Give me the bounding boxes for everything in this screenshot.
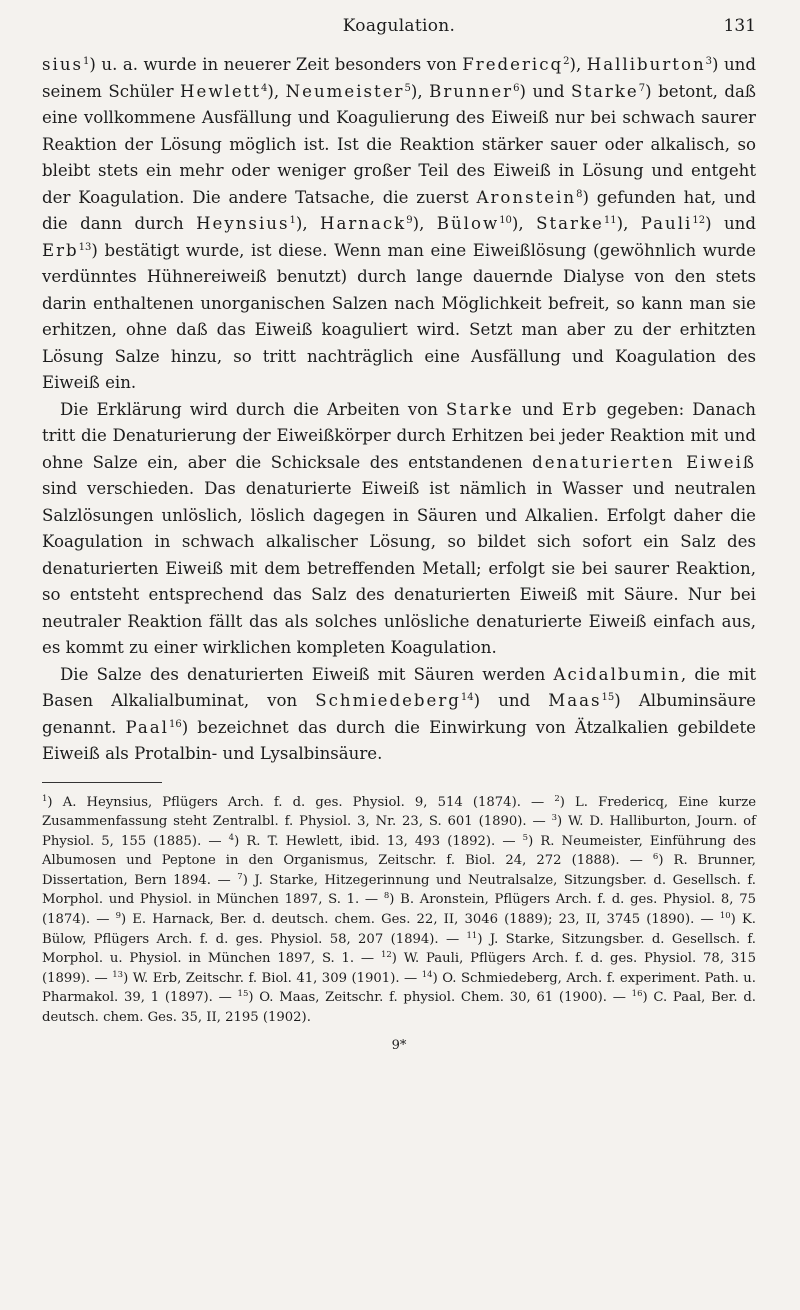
text-run: ,: [518, 214, 537, 233]
footnote-ref: 11: [603, 215, 617, 226]
text-run: u. a. wurde in neuerer Zeit besonders von: [95, 55, 463, 74]
text-run: ,: [419, 214, 437, 233]
footnote-text: W. Pauli, Pflügers Arch. f. d. ges. Physiol. 78, 315 (1899). —: [42, 951, 757, 986]
footnote: $^{14}$) O. Schmiedeberg, Arch. f. experiment. Path. u. Pharmakol. 39, 1 (1897). —: [42, 969, 756, 1006]
footnote-number: 1: [42, 793, 48, 804]
footnote: $^{16}$) C. Paal, Ber. d. deutsch. chem. Ges. 35, II, 2195 (1902).: [42, 989, 756, 1026]
footnote-number: 5: [522, 832, 529, 843]
footnote-text: W. D. Halliburton, Journ. of Physiol. 5, 155 (1885). —: [42, 814, 756, 849]
footnote-ref: 9: [406, 215, 413, 226]
footnote: $^3$) W. D. Halliburton, Journ. of Physiol. 5, 155 (1885). —: [42, 813, 756, 849]
text-run: sind verschieden. Das denaturierte Eiweiß ist nämlich in Wasser und neutralen Salzlösungen unlöslich, löslich dagegen in Säuren und Alkalien. Erfolgt daher die Koagulation in schwach alkalischer Lösung, so bildet sich sofort ein Salz des denaturierten Eiweiß mit dem betreffenden Metall; erfolgt sie bei saurer Reaktion, so entsteht entsprechend das Salz des denaturierten Eiweiß mit Säure. Nur bei neutraler Reaktion fällt das als solches unlösliche denaturierte Eiweiß einfach aus, es kommt zu einer wirklichen kompleten Koagulation.: [42, 479, 756, 657]
author-name: Fredericq: [462, 55, 564, 74]
text-run: Albuminsäure genannt.: [42, 691, 756, 737]
text-run: bestätigt wurde, ist diese. Wenn man eine Eiweißlösung (gewöhnlich wurde verdünntes Hühnereiweiß benutzt) durch lange dauernde Dialyse von den stets darin enthaltenen unorganischen Salzen nach Möglichkeit befreit, so kann man sie erhitzen, ohne daß das Eiweiß koaguliert wird. Setzt man aber zu der erhitzten Lösung Salze hinzu, so tritt nachträglich eine Ausfällung und Koagulation des Eiweiß ein.: [42, 240, 756, 392]
text-run: ,: [576, 55, 587, 74]
footnote-number: 11: [466, 930, 478, 941]
paragraph-1: sius$^1$) u. a. wurde in neuerer Zeit besonders von Fredericq$^2$), Halliburton$^3$) und seinem Schüler Hewlett$^4$), Neumeister$^5$), Brunner$^6$) und Starke$^7$) betont, daß eine vollkommene Ausfällung und Koagulierung des Eiweiß nur bei schwach saurer Reaktion der Lösung möglich ist. Ist die Reaktion stärker sauer oder alkalisch, so bleibt stets ein mehr oder weniger großer Teil des Eiweiß in Lösung und entgeht der Koagulation. Die andere Tatsache, die zuerst Aronstein$^8$) gefunden hat, und die dann durch Heynsius$^1$), Harnack$^9$), Bülow$^{10}$), Starke$^{11}$), Pauli$^{12}$) und Erb$^{13}$) bestätigt wurde, ist diese. Wenn man eine Eiweißlösung (gewöhnlich wurde verdünntes Hühnereiweiß benutzt) durch lange dauernde Dialyse von den stets darin enthaltenen unorganischen Salzen nach Möglichkeit befreit, so kann man sie erhitzen, ohne daß das Eiweiß koaguliert wird. Setzt man aber zu der erhitzten Lösung Salze hinzu, so tritt nachträglich eine Ausfällung und Koagulation des Eiweiß ein.: [42, 55, 757, 392]
footnote-text: R. T. Hewlett, ibid. 13, 493 (1892). —: [246, 833, 516, 849]
footnote-number: 10: [719, 911, 731, 922]
author-name: Bülow: [436, 214, 500, 233]
author-name: Paal: [125, 717, 169, 737]
author-name: Starke: [571, 81, 639, 101]
author-name: Halliburton: [586, 55, 706, 74]
footnote: $^7$) J. Starke, Hitzegerinnung und Neutralsalze, Sitzungsber. d. Gesellsch. f. Morphol. und Physiol. in München 1897, S. 1. —: [42, 871, 756, 908]
text-run: , die mit Basen Alkalialbuminat, von: [42, 664, 756, 710]
text-run: und: [480, 691, 549, 710]
footnote: $^{15}$) O. Maas, Zeitschr. f. physiol. Chem. 30, 61 (1900). —: [237, 989, 626, 1006]
footnote-ref: 5: [404, 82, 411, 94]
author-name: Erb: [42, 240, 79, 260]
footnote-number: 12: [380, 950, 392, 961]
text-run: gegeben: Danach tritt die Denaturierung der Eiweißkörper durch Erhitzen bei jeder Reaktion mit und ohne Salze ein, aber die Schicksale des entstandenen: [42, 399, 756, 472]
footnote: $^8$) B. Aronstein, Pflügers Arch. f. d. ges. Physiol. 8, 75 (1874). —: [42, 891, 756, 928]
footnote-number: 3: [551, 813, 557, 824]
footnote-number: 9: [115, 911, 121, 922]
footnote-text: A. Heynsius, Pflügers Arch. f. d. ges. Physiol. 9, 514 (1874). —: [62, 794, 545, 810]
footnote-ref: 12: [692, 215, 706, 226]
footnote-number: 8: [383, 891, 390, 902]
author-name: Starke: [536, 214, 604, 233]
footnote: $^{12}$) W. Pauli, Pflügers Arch. f. d. ges. Physiol. 78, 315 (1899). —: [42, 950, 757, 986]
body-text: [42, 52, 756, 768]
text-run: Die Salze des denaturierten Eiweiß mit Säuren werden: [60, 664, 554, 684]
signature-mark: 9*: [391, 1037, 407, 1053]
footnote-ref: 7: [638, 82, 646, 94]
footnote-divider: [42, 782, 162, 783]
author-name: Harnack: [320, 214, 407, 233]
text-run: gefunden hat, und die dann durch: [42, 187, 757, 233]
author-name: Neumeister: [285, 81, 405, 101]
footnote-text: W. Erb, Zeitschr. f. Biol. 41, 309 (1901). —: [132, 970, 418, 986]
footnote-number: 6: [652, 852, 659, 863]
footnote-ref: 1: [289, 215, 296, 226]
footnote-text: L. Fredericq, Eine kurze Zusammenfassung steht Zentralbl. f. Physiol. 3, Nr. 23, S. 601 (1890). —: [42, 794, 757, 830]
footnote-text: C. Paal, Ber. d. deutsch. chem. Ges. 35, II, 2195 (1902).: [42, 990, 756, 1026]
footnote-text: J. Starke, Sitzungsber. d. Gesellsch. f. Morphol. u. Physiol. in München 1897, S. 1. —: [42, 931, 756, 967]
text-run: und: [525, 81, 571, 101]
footnote-text: R. Brunner, Dissertation, Bern 1894. —: [42, 853, 756, 888]
footnote: $^1$) A. Heynsius, Pflügers Arch. f. d. ges. Physiol. 9, 514 (1874). —: [42, 793, 545, 810]
footnote-ref: 10: [499, 215, 512, 226]
text-run: ,: [273, 81, 286, 101]
footnote-number: 7: [237, 871, 243, 882]
footnote-text: O. Maas, Zeitschr. f. physiol. Chem. 30, 61 (1900). —: [259, 990, 626, 1006]
footnote-text: R. Neumeister, Einführung des Albumosen und Peptone in den Organismus, Zeitschr. f. Biol. 24, 272 (1888). —: [42, 833, 756, 869]
footnote: $^5$) R. Neumeister, Einführung des Albumosen und Peptone in den Organismus, Zeitschr. f. Biol. 24, 272 (1888). —: [42, 832, 756, 869]
footnote: $^{13}$) W. Erb, Zeitschr. f. Biol. 41, 309 (1901). —: [112, 969, 418, 986]
footnote: $^{10}$) K. Bülow, Pflügers Arch. f. d. ges. Physiol. 58, 207 (1894). —: [42, 911, 756, 947]
author-name: Aronstein: [476, 187, 577, 207]
footnote-ref: 13: [78, 241, 92, 253]
footnote-ref: 6: [513, 82, 520, 94]
footnote-text: J. Starke, Hitzegerinnung und Neutralsalze, Sitzungsber. d. Gesellsch. f. Morphol. und Physiol. in München 1897, S. 1. —: [42, 872, 756, 908]
author-name: Brunner: [429, 81, 514, 101]
page-header: [42, 0, 756, 44]
text-run: ,: [623, 214, 641, 233]
footnote-ref: 16: [168, 718, 182, 730]
author-name: Erb: [561, 399, 599, 419]
author-name: Pauli: [640, 214, 693, 233]
footnote-number: 14: [421, 969, 433, 980]
footnote: $^4$) R. T. Hewlett, ibid. 13, 493 (1892). —: [228, 832, 516, 849]
text-run: Die Erklärung wird durch die Arbeiten von: [60, 399, 446, 419]
footnote-number: 4: [228, 832, 235, 843]
footnote: $^9$) E. Harnack, Ber. d. deutsch. chem. Ges. 22, II, 3046 (1889); 23, II, 3745 (1890). —: [115, 911, 714, 928]
footnote-ref: 15: [601, 692, 615, 703]
footnote: $^2$) L. Fredericq, Eine kurze Zusammenfassung steht Zentralbl. f. Physiol. 3, Nr. 23, S. 601 (1890). —: [42, 793, 757, 830]
footnote-ref: 8: [576, 188, 583, 200]
footnote-number: 16: [631, 989, 643, 1000]
footnote-ref: 3: [705, 56, 713, 67]
text-run: und: [513, 399, 562, 419]
footnote-text: B. Aronstein, Pflügers Arch. f. d. ges. Physiol. 8, 75 (1874). —: [42, 892, 756, 928]
footnote-text: K. Bülow, Pflügers Arch. f. d. ges. Physiol. 58, 207 (1894). —: [42, 912, 756, 947]
running-title: Koagulation.: [342, 16, 456, 36]
author-name: Heynsius: [196, 214, 290, 233]
footnote-text: O. Schmiedeberg, Arch. f. experiment. Path. u. Pharmakol. 39, 1 (1897). —: [42, 970, 756, 1006]
text-run: ,: [302, 214, 321, 233]
footnotes: [42, 793, 756, 1028]
author-name: Hewlett: [180, 81, 261, 101]
text-run: bezeichnet das durch die Einwirkung von Ätzalkalien gebildete Eiweiß als Protalbin- und Lysalbinsäure.: [42, 717, 756, 763]
footnote: $^6$) R. Brunner, Dissertation, Bern 1894. —: [42, 852, 756, 888]
author-name: Maas: [548, 691, 602, 710]
footnote-number: 15: [237, 989, 249, 1000]
text-run: und: [711, 214, 756, 233]
text-run: und seinem Schüler: [42, 55, 756, 101]
footnote-ref: 14: [460, 692, 474, 703]
text-run: ,: [417, 81, 430, 101]
author-name: sius: [42, 55, 84, 74]
text-run: betont, daß eine vollkommene Ausfällung und Koagulierung des Eiweiß nur bei schwach saurer Reaktion der Lösung möglich ist. Ist die Reaktion stärker sauer oder alkalisch, so bleibt stets ein mehr oder weniger großer Teil des Eiweiß in Lösung und entgeht der Koagulation. Die andere Tatsache, die zuerst: [42, 81, 756, 207]
author-name: Schmiedeberg: [315, 691, 461, 710]
emphasis: denaturierten Eiweiß: [532, 452, 756, 472]
footnote-ref: 1: [83, 56, 90, 67]
paragraph-3: Die Salze des denaturierten Eiweiß mit Säuren werden Acidalbumin, die mit Basen Alkalialbuminat, von Schmiedeberg$^{14}$) und Maas$^{15}$) Albuminsäure genannt. Paal$^{16}$) bezeichnet das durch die Einwirkung von Ätzalkalien gebildete Eiweiß als Protalbin- und Lysalbinsäure.: [42, 664, 756, 763]
footnote-ref: 2: [563, 56, 570, 67]
page-number: 131: [723, 16, 756, 36]
footnote: $^{11}$) J. Starke, Sitzungsber. d. Gesellsch. f. Morphol. u. Physiol. in München 1897, S. 1. —: [42, 930, 756, 967]
author-name: Starke: [445, 399, 514, 419]
footnote-text: E. Harnack, Ber. d. deutsch. chem. Ges. 22, II, 3046 (1889); 23, II, 3745 (1890). —: [132, 912, 714, 928]
paragraph-2: [42, 397, 756, 662]
footnote-ref: 4: [261, 82, 268, 94]
footnote-number: 2: [554, 793, 560, 804]
footnote-number: 13: [112, 969, 124, 980]
book-page: [42, 0, 756, 1053]
emphasis: Acidalbumin: [553, 664, 681, 684]
